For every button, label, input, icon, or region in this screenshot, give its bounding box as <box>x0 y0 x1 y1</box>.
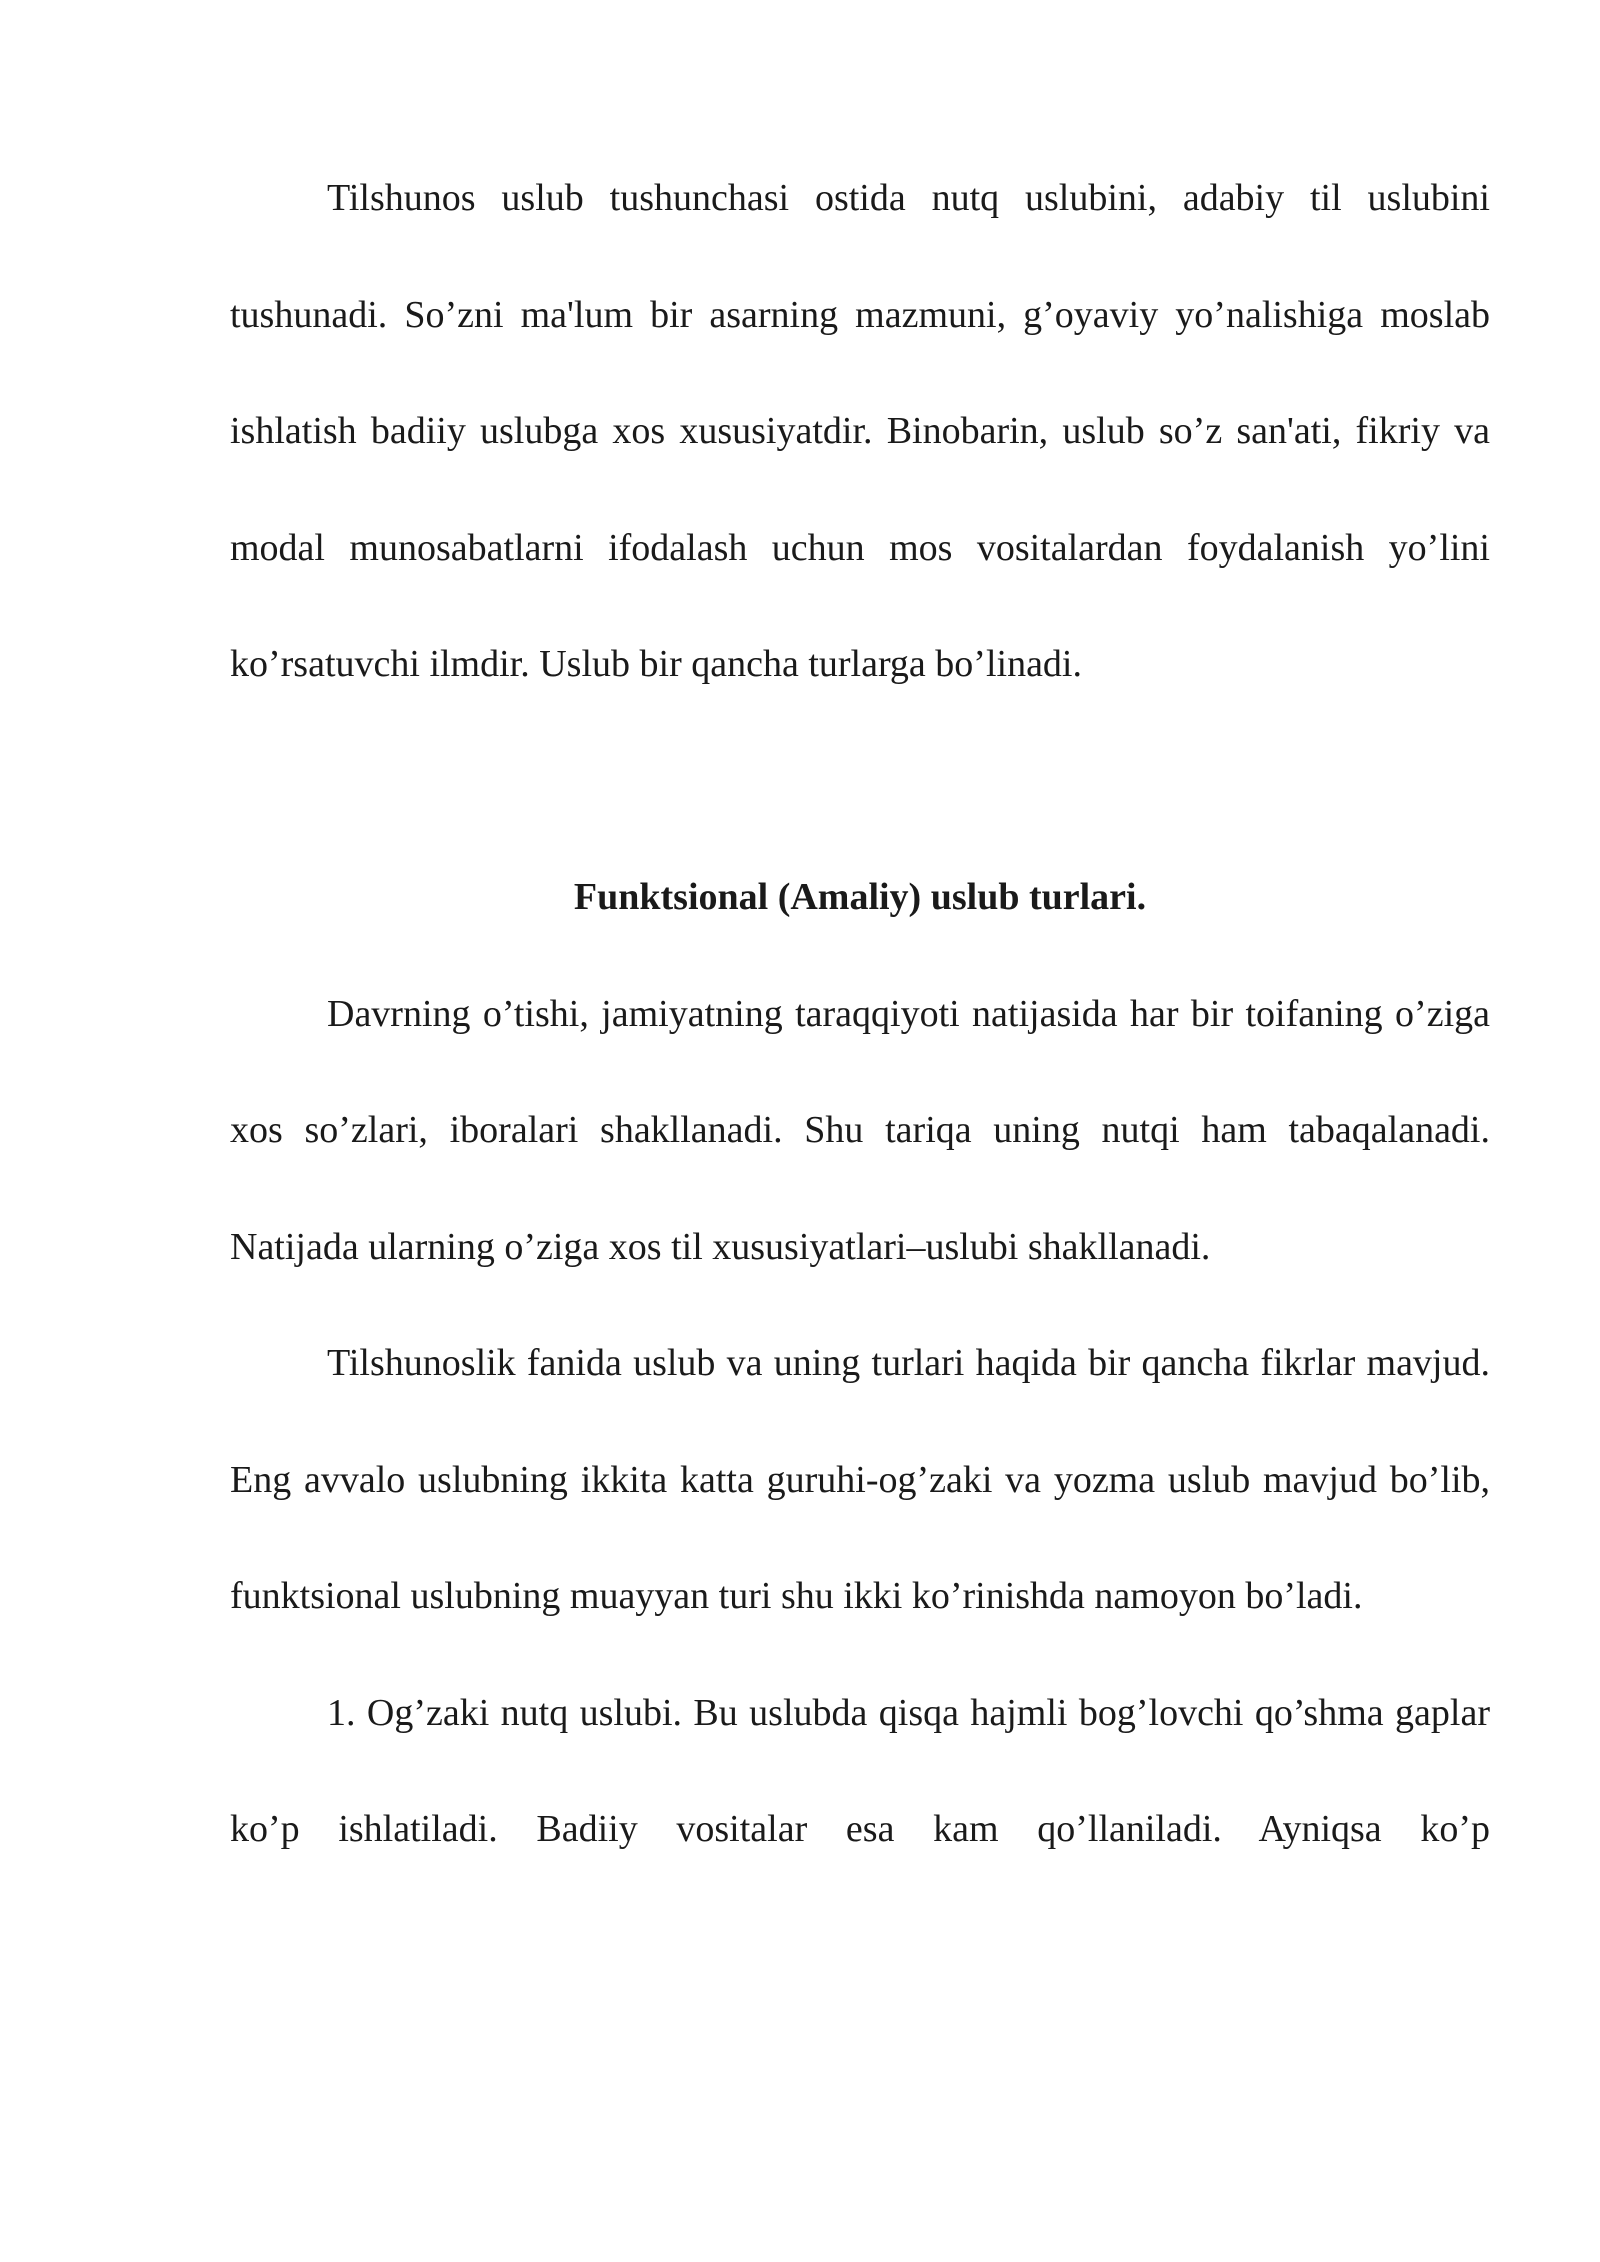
paragraph-tilshunoslik: Tilshunoslik fanida uslub va uning turlari haqida bir qancha fikrlar mavjud. Eng avvalo uslubning ikkita katta guruhi-og’zaki va yozma uslub mavjud bo’lib, funktsional uslubning muayyan turi shu ikki ko’rinishda namoyon bo’ladi. <box>230 1342 1490 1617</box>
blank-line <box>230 723 1490 840</box>
section-heading: Funktsional (Amaliy) uslub turlari. <box>573 876 1147 918</box>
paragraph-davrning: Davrning o’tishi, jamiyatning taraqqiyoti natijasida har bir toifaning o’ziga xos so’zlari, iboralari shakllanadi. Shu tariqa uning nutqi ham tabaqalanadi. Natijada ularning o’ziga xos til xususiyatlari–uslubi shakllanadi. <box>230 992 1490 1268</box>
document-body <box>230 140 1490 1888</box>
paragraph-ogzaki: 1. Og’zaki nutq uslubi. Bu uslubda qisqa hajmli bog’lovchi qo’shma gaplar ko’p ishlatiladi. Badiiy vositalar esa kam qo’llaniladi. Ayniqsa ko’p <box>230 1691 1490 1850</box>
paragraph-intro: Tilshunos uslub tushunchasi ostida nutq uslubini, adabiy til uslubini tushunadi. So’zni ma'lum bir asarning mazmuni, g’oyaviy yo’nalishiga moslab ishlatish badiiy uslubga xos xususiyatdir. Binobarin, uslub so’z san'ati, fikriy va modal munosabatlarni ifodalash uchun mos vositalardan foydalanish yo’lini ko’rsatuvchi ilmdir. Uslub bir qancha turlarga bo’linadi. <box>230 177 1490 685</box>
